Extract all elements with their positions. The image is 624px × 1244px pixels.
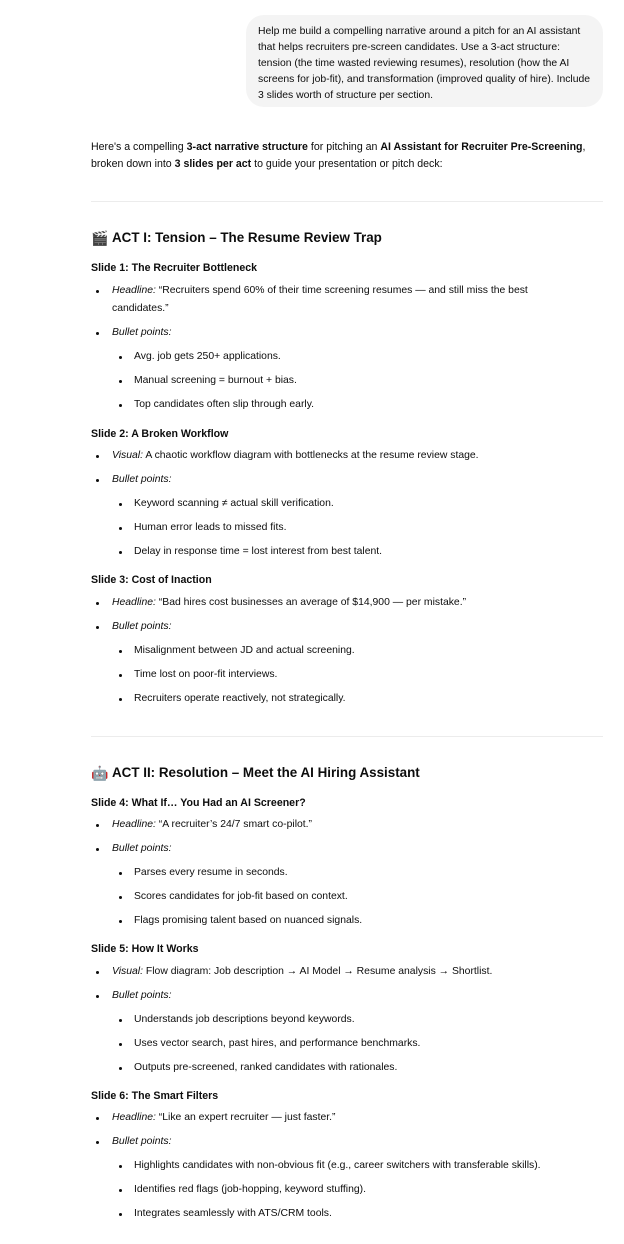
headline-label: Headline: [112, 819, 156, 830]
visual-label: Visual: [112, 966, 143, 977]
slide-title: Slide 5: How It Works [91, 943, 199, 955]
clapperboard-icon: 🎬 [91, 230, 109, 246]
list-item: Recruiters operate reactively, not strategically. [134, 690, 594, 708]
list-item: Parses every resume in seconds. [134, 864, 594, 882]
visual-text: Flow diagram: Job description → AI Model → Resume analysis → Shortlist. [145, 966, 493, 977]
headline-bullet [112, 282, 582, 318]
intro-text: to guide your presentation or pitch deck: [251, 158, 443, 170]
visual-bullet [112, 963, 582, 981]
section-divider [91, 736, 603, 737]
headline-label: Headline: [112, 597, 156, 608]
slide-title: Slide 1: The Recruiter Bottleneck [91, 262, 258, 274]
intro-bold: 3 slides per act [174, 158, 252, 170]
list-item: Outputs pre-screened, ranked candidates with rationales. [134, 1059, 594, 1077]
bullet-points-text: Bullet points: [112, 327, 172, 338]
intro-text: Here's a compelling [91, 141, 187, 153]
headline-text: candidates.” [112, 303, 169, 314]
robot-icon: 🤖 [91, 765, 109, 781]
intro-text: , broken down into [91, 141, 586, 170]
list-item: Scores candidates for job-fit based on context. [134, 888, 594, 906]
list-item: Misalignment between JD and actual screening. [134, 642, 594, 660]
user-message-bubble [246, 15, 603, 107]
list-item: Human error leads to missed fits. [134, 519, 594, 537]
bullet-points-label [112, 471, 582, 489]
bullet-points-label [112, 1133, 582, 1151]
slide-title: Slide 6: The Smart Filters [91, 1090, 219, 1102]
intro-text: for pitching an [307, 141, 381, 153]
headline-text: “A recruiter’s 24/7 smart co-pilot.” [158, 819, 313, 830]
section-divider [91, 201, 603, 202]
list-item: Identifies red flags (job-hopping, keyword stuffing). [134, 1181, 594, 1199]
bullet-points-label [112, 618, 582, 636]
headline-text: “Recruiters spend 60% of their time screening resumes — and still miss the best [158, 285, 528, 296]
bullet-points-text: Bullet points: [112, 843, 172, 854]
assistant-intro [91, 139, 606, 173]
slide-title: Slide 4: What If… You Had an AI Screener? [91, 797, 306, 809]
bullet-points-label [112, 840, 582, 858]
list-item: Time lost on poor-fit interviews. [134, 666, 594, 684]
intro-bold: AI Assistant for Recruiter Pre-Screening [380, 141, 583, 153]
list-item: Integrates seamlessly with ATS/CRM tools. [134, 1205, 594, 1223]
list-item: Manual screening = burnout + bias. [134, 372, 594, 390]
list-item: Highlights candidates with non-obvious fit (e.g., career switchers with transferable skills). [134, 1157, 594, 1175]
intro-bold: 3-act narrative structure [186, 141, 308, 153]
headline-label: Headline: [112, 1112, 156, 1123]
act-2-heading [91, 764, 420, 782]
visual-label: Visual: [112, 450, 143, 461]
list-item: Avg. job gets 250+ applications. [134, 348, 594, 366]
headline-bullet [112, 594, 582, 612]
bullet-points-text: Bullet points: [112, 474, 172, 485]
bullet-points-text: Bullet points: [112, 621, 172, 632]
act-1-title: ACT I: Tension – The Resume Review Trap [112, 230, 382, 245]
list-item: Delay in response time = lost interest from best talent. [134, 543, 594, 561]
slide-title: Slide 2: A Broken Workflow [91, 428, 229, 440]
list-item: Uses vector search, past hires, and performance benchmarks. [134, 1035, 594, 1053]
act-2-title: ACT II: Resolution – Meet the AI Hiring Assistant [112, 765, 420, 780]
list-item: Keyword scanning ≠ actual skill verification. [134, 495, 594, 513]
visual-text: A chaotic workflow diagram with bottlenecks at the resume review stage. [145, 450, 479, 461]
list-item: Flags promising talent based on nuanced signals. [134, 912, 594, 930]
list-item: Understands job descriptions beyond keywords. [134, 1011, 594, 1029]
act-1-heading [91, 229, 382, 247]
headline-label: Headline: [112, 285, 156, 296]
list-item: Top candidates often slip through early. [134, 396, 594, 414]
headline-text: “Bad hires cost businesses an average of $14,900 — per mistake.” [158, 597, 467, 608]
bullet-points-text: Bullet points: [112, 1136, 172, 1147]
headline-text: “Like an expert recruiter — just faster.” [158, 1112, 336, 1123]
visual-bullet [112, 447, 582, 465]
headline-bullet [112, 1109, 582, 1127]
bullet-points-label [112, 987, 582, 1005]
bullet-points-text: Bullet points: [112, 990, 172, 1001]
slide-title: Slide 3: Cost of Inaction [91, 574, 212, 586]
headline-bullet [112, 816, 582, 834]
user-message-text: Help me build a compelling narrative around a pitch for an AI assistant that helps recruiters pre-screen candidates. Use a 3-act structure: tension (the time wasted reviewing resumes), resolution (how the AI screens for job-fit), and transformation (improved quality of hire). Include 3 slides worth of structure per section. [258, 26, 591, 101]
bullet-points-label [112, 324, 582, 342]
